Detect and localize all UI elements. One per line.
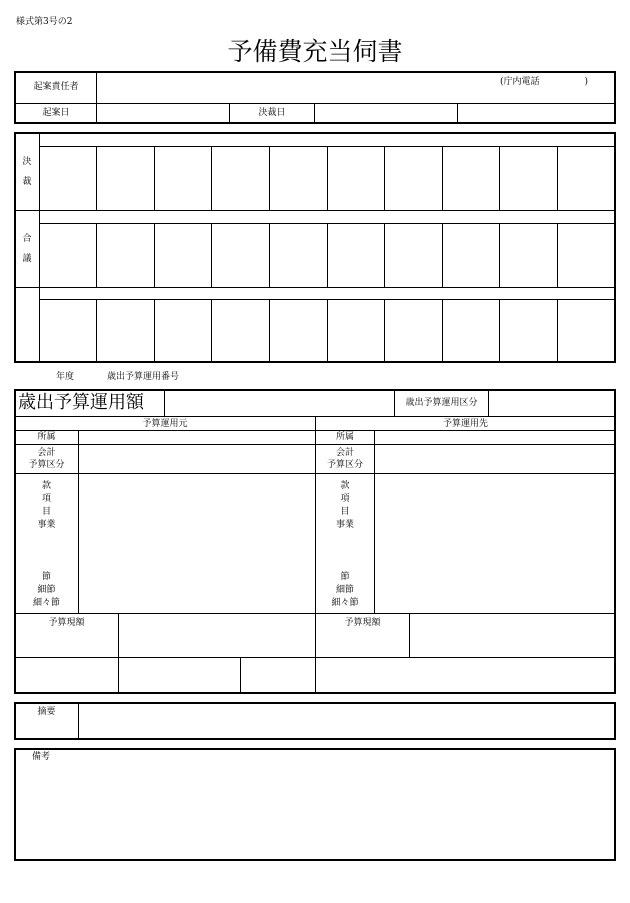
dest-item-label-4: 節 [340, 572, 350, 582]
source-item-label-6: 細々節 [32, 598, 60, 608]
decision-label-1: 決 [22, 157, 32, 167]
summary-label: 摘要 [37, 707, 56, 717]
source-item-label-4: 節 [41, 572, 51, 582]
year-label: 年度 [56, 372, 75, 382]
budget-heading: 歳出予算運用額 [18, 392, 144, 413]
budget-category-field[interactable] [489, 390, 615, 416]
consult-label-1: 合 [22, 234, 32, 244]
source-account-field[interactable] [79, 445, 315, 473]
source-label: 予算運用元 [142, 419, 188, 429]
source-account-label-2: 予算区分 [28, 460, 65, 470]
dest-item-label-5: 細節 [335, 585, 354, 595]
source-item-label-2: 目 [41, 507, 51, 517]
source-item-label-5: 細節 [37, 585, 56, 595]
source-account-label-1: 会計 [37, 448, 56, 458]
decision-label-2: 裁 [22, 177, 32, 187]
dest-item-label-1: 項 [340, 494, 350, 504]
dest-affiliation-label: 所属 [335, 432, 354, 442]
budget-number-label: 歳出予算運用番号 [107, 372, 180, 382]
source-item-label-0: 款 [41, 481, 51, 491]
draft-date-label: 起案日 [42, 108, 70, 118]
dest-amount-cell[interactable] [316, 658, 615, 693]
source-current-amount-label: 予算現額 [48, 618, 85, 628]
page-title: 予備費充当伺書 [227, 37, 403, 66]
dest-current-amount-field[interactable] [410, 614, 615, 657]
dest-account-field[interactable] [375, 445, 615, 473]
source-current-amount-field[interactable] [119, 614, 315, 657]
source-amount-cell-2[interactable] [119, 658, 240, 693]
consult-label-2: 議 [22, 254, 32, 264]
dest-account-label-1: 会計 [335, 448, 354, 458]
source-item-label-3: 事業 [37, 520, 56, 530]
dest-item-label-6: 細々節 [331, 598, 359, 608]
extra-date-field[interactable] [458, 104, 615, 123]
draft-date-field[interactable] [97, 104, 229, 123]
source-affiliation-label: 所属 [37, 432, 56, 442]
dest-item-label-0: 款 [340, 481, 350, 491]
dest-item-field[interactable] [375, 474, 615, 613]
dest-current-amount-label: 予算現額 [344, 618, 381, 628]
approval-grid [14, 132, 616, 363]
source-item-field[interactable] [79, 474, 315, 613]
decision-date-label: 決裁日 [258, 108, 286, 118]
source-affiliation-field[interactable] [79, 431, 315, 444]
dest-account-label-2: 予算区分 [326, 460, 363, 470]
source-amount-cell-3[interactable] [241, 658, 315, 693]
decision-date-field[interactable] [315, 104, 457, 123]
summary-field[interactable] [79, 703, 615, 739]
destination-label: 予算運用先 [442, 419, 488, 429]
form-number: 様式第3号の2 [16, 17, 73, 27]
remarks-field[interactable] [16, 766, 614, 859]
source-amount-cell-1[interactable] [16, 658, 118, 693]
dest-item-label-2: 目 [340, 507, 350, 517]
remarks-label: 備考 [32, 752, 51, 762]
phone-label: (庁内電話 ) [500, 77, 589, 87]
source-item-label-1: 項 [41, 494, 51, 504]
dest-affiliation-field[interactable] [375, 431, 615, 444]
drafter-label: 起案責任者 [33, 82, 79, 92]
budget-category-label: 歳出予算運用区分 [405, 398, 478, 408]
dest-item-label-3: 事業 [335, 520, 354, 530]
